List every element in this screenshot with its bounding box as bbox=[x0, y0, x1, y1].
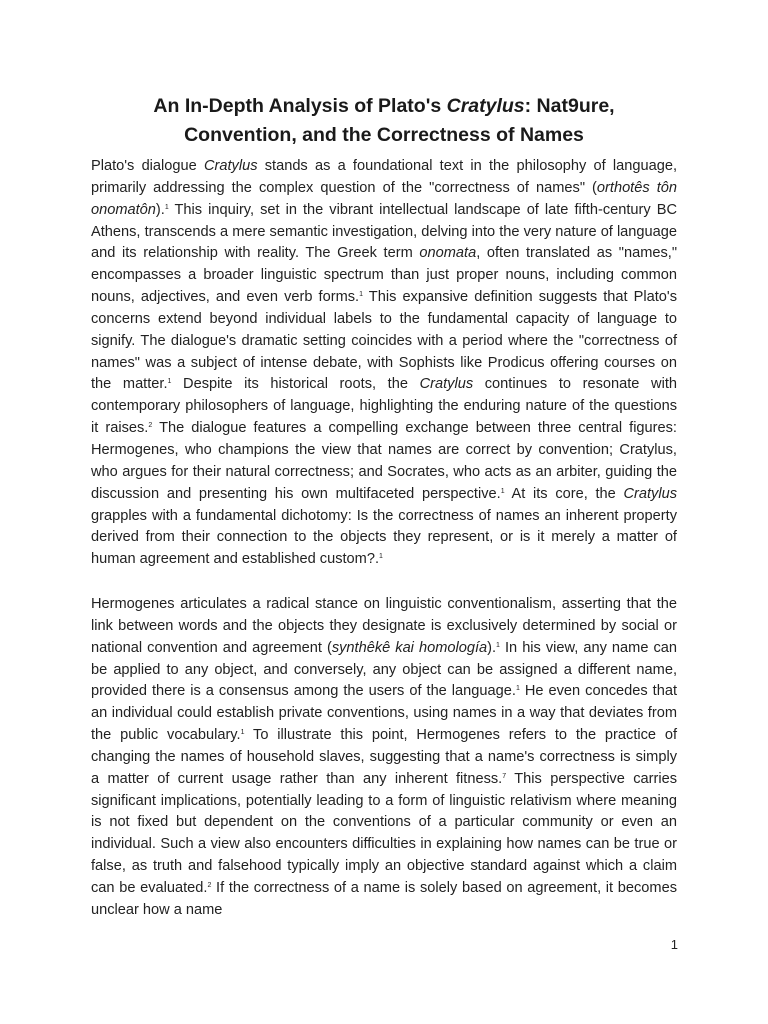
p1-italic: orthotês tôn onomatôn bbox=[91, 179, 677, 218]
footnote-ref[interactable]: 1 bbox=[240, 729, 245, 737]
p2-text: He even concedes that an individual could establish private conventions, using names in a way that deviates from the public vocabulary. bbox=[91, 683, 677, 744]
p1-text: This inquiry, set in the vibrant intellectual landscape of late fifth-century BC Athens, transcends a mere semantic investigation, delving into the very nature of language and its relationship with reality. The Greek term bbox=[91, 201, 677, 262]
paragraph-2 bbox=[91, 594, 677, 922]
title-text-2: : Nat9ure, bbox=[524, 95, 615, 117]
footnote-ref[interactable]: 1 bbox=[164, 203, 169, 211]
p2-text: ). bbox=[487, 639, 497, 656]
p1-text: grapples with a fundamental dichotomy: Is the correctness of names an inherent property derived from their connection to the objects they represent, or is it merely a matter of human agreement and established custom?. bbox=[91, 507, 677, 568]
footnote-ref[interactable]: 2 bbox=[148, 422, 153, 430]
footnote-ref[interactable]: 1 bbox=[379, 553, 383, 561]
footnote-ref[interactable]: 1 bbox=[167, 378, 172, 386]
p1-italic: Cratylus bbox=[623, 485, 677, 502]
p2-text: If the correctness of a name is solely based on agreement, it becomes unclear how a name bbox=[91, 880, 677, 918]
p2-text: This perspective carries significant implications, potentially leading to a form of linguistic relativism where meaning is not fixed but dependent on the conventions of a particular community or even an individual. Such a view also encounters difficulties in explaining how names can be true or false, as truth and falsehood typically imply an objective standard against which a claim can be evaluated. bbox=[91, 770, 677, 896]
p2-text: To illustrate this point, Hermogenes refers to the practice of changing the names of household slaves, suggesting that a name's correctness is simply a matter of current usage rather than any inherent fitness. bbox=[91, 727, 678, 787]
title-line-2: Convention, and the Correctness of Names bbox=[184, 124, 584, 146]
footnote-ref[interactable]: 1 bbox=[359, 291, 363, 299]
footnote-ref[interactable]: 7 bbox=[502, 772, 507, 780]
p2-italic: synthêkê kai homología bbox=[331, 639, 488, 656]
p2-text: In his view, any name can be applied to any object, and conversely, any object can be assigned a different name, provided there is a consensus among the users of the language. bbox=[91, 639, 677, 700]
paragraph-1 bbox=[91, 156, 677, 571]
document-body bbox=[91, 156, 677, 945]
document-title bbox=[100, 92, 668, 150]
p1-text: stands as a foundational text in the philosophy of language, primarily addressing the complex question of the "correctness of names" ( bbox=[91, 158, 678, 196]
p1-text: At its core, the bbox=[504, 485, 624, 502]
p1-text: The dialogue features a compelling exchange between three central figures: Hermogenes, who champions the view that names are correct by convention; Cratylus, who argues for their natural correctness; and Socrates, who acts as an arbiter, guiding the discussion and presenting his own multifaceted perspective. bbox=[91, 420, 677, 502]
p1-italic: onomata bbox=[419, 245, 477, 262]
p1-text: ). bbox=[155, 201, 165, 218]
title-italic-cratylus: Cratylus bbox=[446, 95, 525, 117]
title-text-1: An In-Depth Analysis of Plato's bbox=[153, 95, 447, 117]
p2-text: Hermogenes articulates a radical stance on linguistic conventionalism, asserting that the link between words and the objects they designate is exclusively determined by social or national convention and agreement ( bbox=[91, 596, 677, 656]
footnote-ref[interactable]: 1 bbox=[496, 641, 500, 649]
p1-text: continues to resonate with contemporary philosophers of language, highlighting the enduring nature of the questions it raises. bbox=[91, 376, 677, 437]
footnote-ref[interactable]: 1 bbox=[500, 487, 505, 495]
p1-italic: Cratylus bbox=[203, 158, 258, 174]
p1-text: Despite its historical roots, the bbox=[171, 376, 420, 393]
p1-italic: Cratylus bbox=[419, 376, 474, 393]
p1-text: , often translated as "names," encompasses a broader linguistic spectrum than just proper nouns, including common nouns, adjectives, and even verb forms. bbox=[91, 245, 677, 306]
page-number: 1 bbox=[670, 937, 678, 952]
p1-text: Plato's dialogue bbox=[91, 158, 204, 174]
footnote-ref[interactable]: 1 bbox=[515, 685, 520, 693]
p1-text: This expansive definition suggests that Plato's concerns extend beyond individual labels to the fundamental capacity of language to signify. The dialogue's dramatic setting coincides with a period where the "correctness of names" was a subject of intense debate, with Sophists like Prodicus offering courses on the matter. bbox=[91, 289, 677, 393]
footnote-ref[interactable]: 2 bbox=[207, 882, 212, 889]
